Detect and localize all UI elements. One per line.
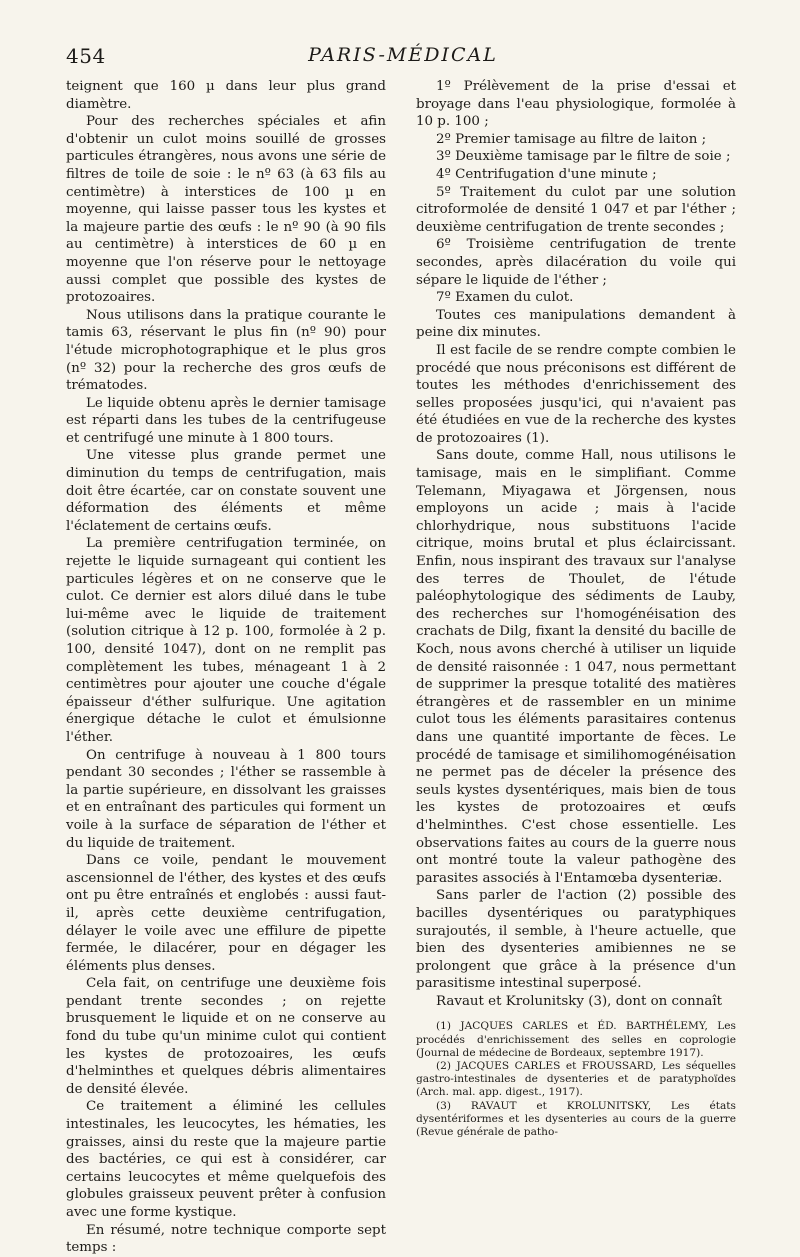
paragraph: On centrifuge à nouveau à 1 800 tours pendant 30 secondes ; l'éther se rassemble à la partie supérieure, en dissolvant les graisses et en entraînant des particules qui forment un voile à la surface de séparation de l'éther et du liquide de traitement. bbox=[66, 747, 386, 851]
left-column bbox=[66, 78, 386, 1257]
list-item: 1º Prélèvement de la prise d'essai et broyage dans l'eau physiologique, formolée à 10 p. 100 ; bbox=[416, 79, 736, 130]
paragraph: Sans doute, comme Hall, nous utilisons le tamisage, mais en le simplifiant. Comme Telemann, Miyagawa et Jörgensen, nous employons un acide ; mais à l'acide chlorhydrique, nous substituons l'acide citrique, moins brutal et plus éclaircissant. Enfin, nous inspirant des travaux sur l'analyse des terres de Thoulet, de l'étude paléophytologique des sédiments de Lauby, des recherches sur l'homogénéisation des crachats de Dilg, fixant la densité du bacille de Koch, nous avons cherché à utiliser un liquide de densité raisonnée : 1 047, nous permettant de supprimer la presque totalité des matières étrangères et de rassembler en un minime culot tous les éléments parasitaires contenus dans une quantité importante de fèces. Le procédé de tamisage et similihomogénéisation ne permet pas de déceler la présence des seuls kystes dysentériques, mais bien de tous les kystes de protozoaires et œufs d'helminthes. C'est chose essentielle. Les observations faites au cours de la guerre nous ont montré toute la valeur pathogène des parasites associés à l'Entamœba dysenteriæ. bbox=[416, 448, 736, 886]
footnote: (2) JACQUES CARLES et FROUSSARD, Les séquelles gastro-intestinales de dysenteries et de paratyphoïdes (Arch. mal. app. digest., 1917). bbox=[416, 1060, 736, 1099]
footnote: (1) JACQUES CARLES et ÉD. BARTHÉLEMY, Les procédés d'enrichissement des selles en coprologie (Journal de médecine de Bordeaux, septembre 1917). bbox=[416, 1020, 736, 1059]
paragraph: Le liquide obtenu après le dernier tamisage est réparti dans les tubes de la centrifugeuse et centrifugé une minute à 1 800 tours. bbox=[66, 395, 386, 446]
list-item: 6º Troisième centrifugation de trente secondes, après dilacération du voile qui sépare le liquide de l'éther ; bbox=[416, 237, 736, 288]
paragraph: teignent que 160 µ dans leur plus grand diamètre. bbox=[66, 79, 386, 112]
list-item: 7º Examen du culot. bbox=[436, 290, 574, 306]
page-number: 454 bbox=[66, 44, 106, 68]
paragraph: Pour des recherches spéciales et afin d'obtenir un culot moins souillé de grosses particules étrangères, nous avons une série de filtres de toile de soie : le nº 63 (à 63 fils au centimètre) à interstices de 100 µ en moyenne, qui laisse passer tous les kystes et la majeure partie des œufs : le nº 90 (à 90 fils au centimètre) à interstices de 60 µ en moyenne que l'on réserve pour le nettoyage aussi complet que possible des kystes de protozoaires. bbox=[66, 114, 386, 306]
paragraph: En résumé, notre technique comporte sept temps : bbox=[66, 1222, 386, 1256]
list-item: 3º Deuxième tamisage par le filtre de soie ; bbox=[436, 149, 731, 165]
footnotes bbox=[416, 1020, 736, 1139]
list-item: 4º Centrifugation d'une minute ; bbox=[436, 166, 657, 182]
paragraph: Il est facile de se rendre compte combien le procédé que nous préconisons est différent de toutes les méthodes d'enrichissement des selles proposées jusqu'ici, qui n'avaient pas été étudiées en vue de la recherche des kystes de protozoaires (1). bbox=[416, 342, 736, 446]
paragraph: Toutes ces manipulations demandent à peine dix minutes. bbox=[416, 307, 736, 341]
list-item: 2º Premier tamisage au filtre de laiton ; bbox=[436, 131, 707, 147]
paragraph: Cela fait, on centrifuge une deuxième fois pendant trente secondes ; on rejette brusquement le liquide et on ne conserve au fond du tube qu'un minime culot qui contient les kystes de protozoaires, les œufs d'helminthes et quelques débris alimentaires de densité élevée. bbox=[66, 976, 386, 1097]
paragraph: Une vitesse plus grande permet une diminution du temps de centrifugation, mais doit être écartée, car on constate souvent une déformation des éléments et même l'éclatement de certains œufs. bbox=[66, 448, 386, 534]
paragraph: Dans ce voile, pendant le mouvement ascensionnel de l'éther, des kystes et des œufs ont pu être entraînés et englobés : aussi faut-il, après cette deuxième centrifugation, délayer le voile avec une effilure de pipette fermée, le dilacérer, pour en dégager les éléments plus denses. bbox=[66, 853, 386, 974]
paragraph: Nous utilisons dans la pratique courante le tamis 63, réservant le plus fin (nº 90) pour l'étude microphotographique et le plus gros (nº 32) pour la recherche des gros œufs de trématodes. bbox=[66, 307, 386, 394]
list-item: 5º Traitement du culot par une solution citroformolée de densité 1 047 et par l'éther ; deuxième centrifugation de trente secondes ; bbox=[416, 184, 736, 235]
paragraph: Sans parler de l'action (2) possible des bacilles dysentériques ou paratyphiques surajoutés, il semble, à l'heure actuelle, que bien des dysenteries amibiennes ne se prolongent que grâce à la présence d'un parasitisme intestinal superposé. bbox=[416, 888, 736, 992]
footnote: (3) RAVAUT et KROLUNITSKY, Les états dysentériformes et les dysenteries au cours de la guerre (Revue générale de patho- bbox=[416, 1099, 736, 1139]
paragraph: La première centrifugation terminée, on rejette le liquide surnageant qui contient les particules légères et on ne conserve que le culot. Ce dernier est alors dilué dans le tube lui-même avec le liquide de traitement (solution citrique à 12 p. 100, formolée à 2 p. 100, densité 1047), dont on ne remplit pas complètement les tubes, ménageant 1 à 2 centimètres pour ajouter une couche d'égale épaisseur d'éther sulfurique. Une agitation énergique détache le culot et émulsionne l'éther. bbox=[66, 536, 386, 745]
page-header bbox=[66, 44, 740, 74]
paragraph: Ce traitement a éliminé les cellules intestinales, les leucocytes, les hématies, les graisses, ainsi du reste que la majeure partie des bactéries, ce qui est à considérer, car certains leucocytes et même quelquefois des globules graisseux peuvent prêter à confusion avec une forme kystique. bbox=[66, 1099, 386, 1220]
right-column bbox=[416, 78, 736, 1139]
paragraph: Ravaut et Krolunitsky (3), dont on connaît bbox=[436, 993, 722, 1009]
running-title: PARIS-MÉDICAL bbox=[308, 44, 498, 66]
